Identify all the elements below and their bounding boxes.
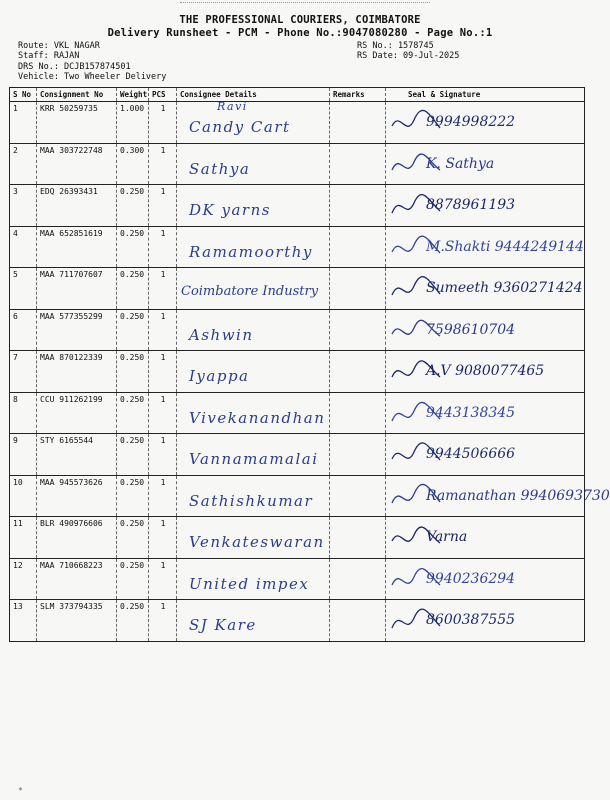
weight-cell: 0.250 xyxy=(117,226,149,268)
table-row xyxy=(10,268,585,310)
remarks-cell xyxy=(330,475,386,517)
rs-number: RS No.: 1578745 xyxy=(357,41,434,51)
consignee-name-handwriting: Sathya xyxy=(189,159,251,178)
consignment-cell: EDQ 26393431 xyxy=(37,185,117,227)
consignee-name-handwriting: Venkateswaran xyxy=(189,533,325,551)
remarks-cell xyxy=(330,434,386,476)
consignment-cell: MAA 711707607 xyxy=(37,268,117,310)
table-row xyxy=(10,517,585,559)
sno-cell: 11 xyxy=(10,517,37,559)
consignee-name-handwriting: DK yarns xyxy=(189,201,271,219)
weight-cell: 0.250 xyxy=(117,309,149,351)
signature-cell xyxy=(386,434,585,476)
consignee-cell xyxy=(177,434,330,476)
route-label: Route: VKL NAGAR xyxy=(18,41,100,51)
consignment-cell: MAA 710668223 xyxy=(37,558,117,600)
table-row xyxy=(10,226,585,268)
remarks-cell xyxy=(330,392,386,434)
table-row xyxy=(10,351,585,393)
table-row xyxy=(10,558,585,600)
table-row xyxy=(10,600,585,642)
consignee-name-handwriting: Ramamoorthy xyxy=(189,242,313,261)
weight-cell: 0.250 xyxy=(117,268,149,310)
table-row xyxy=(10,143,585,185)
remarks-cell xyxy=(330,226,386,268)
pcs-cell: 1 xyxy=(149,351,177,393)
signature-cell xyxy=(386,185,585,227)
signature-handwriting: 8878961193 xyxy=(426,197,516,213)
weight-cell: 0.250 xyxy=(117,434,149,476)
consignee-note-handwriting: Ravi xyxy=(217,100,248,113)
sno-cell: 6 xyxy=(10,309,37,351)
signature-cell xyxy=(386,309,585,351)
weight-cell: 0.250 xyxy=(117,517,149,559)
weight-cell: 0.250 xyxy=(117,392,149,434)
sno-cell: 2 xyxy=(10,143,37,185)
consignee-name-handwriting: Candy Cart xyxy=(189,118,291,136)
signature-handwriting: 9940236294 xyxy=(426,570,516,587)
sno-cell: 10 xyxy=(10,475,37,517)
signature-handwriting: 9944506666 xyxy=(426,446,516,462)
remarks-cell xyxy=(330,268,386,310)
signature-cell xyxy=(386,600,585,642)
consignee-cell xyxy=(177,102,330,144)
signature-handwriting: Sumeeth 9360271424 xyxy=(426,280,583,296)
runsheet-subtitle: Delivery Runsheet - PCM - Phone No.:9047080280 - Page No.:1 xyxy=(107,27,493,39)
remarks-cell xyxy=(330,143,386,185)
col-header-pcs: PCS xyxy=(149,88,177,102)
consignee-cell xyxy=(177,143,330,185)
consignee-cell xyxy=(177,351,330,393)
consignee-name-handwriting: Vivekanandhan xyxy=(189,408,326,427)
signature-cell xyxy=(386,392,585,434)
consignment-cell: STY 6165544 xyxy=(37,434,117,476)
company-title: THE PROFESSIONAL COURIERS, COIMBATORE xyxy=(179,14,421,26)
consignee-cell xyxy=(177,558,330,600)
signature-handwriting: 9443138345 xyxy=(426,404,516,421)
consignee-name-handwriting: United impex xyxy=(189,574,310,593)
signature-cell xyxy=(386,517,585,559)
signature-cell xyxy=(386,226,585,268)
consignment-cell: KRR 50259735 xyxy=(37,102,117,144)
consignment-cell: MAA 870122339 xyxy=(37,351,117,393)
consignee-cell xyxy=(177,185,330,227)
col-header-weight: Weight xyxy=(117,88,149,102)
consignment-cell: MAA 577355299 xyxy=(37,309,117,351)
table-row xyxy=(10,475,585,517)
weight-cell: 0.250 xyxy=(117,600,149,642)
sno-cell: 4 xyxy=(10,226,37,268)
weight-cell: 0.250 xyxy=(117,558,149,600)
remarks-cell xyxy=(330,351,386,393)
sno-cell: 5 xyxy=(10,268,37,310)
consignee-cell xyxy=(177,226,330,268)
table-row xyxy=(10,185,585,227)
sno-cell: 3 xyxy=(10,185,37,227)
consignment-cell: SLM 373794335 xyxy=(37,600,117,642)
consignee-cell xyxy=(177,268,330,310)
weight-cell: 0.250 xyxy=(117,475,149,517)
pcs-cell: 1 xyxy=(149,392,177,434)
table-row xyxy=(10,434,585,476)
table-row xyxy=(10,309,585,351)
signature-handwriting: A.V 9080077465 xyxy=(426,363,545,379)
consignee-cell xyxy=(177,475,330,517)
consignee-name-handwriting: SJ Kare xyxy=(189,616,257,634)
remarks-cell xyxy=(330,102,386,144)
pcs-cell: 1 xyxy=(149,143,177,185)
signature-cell xyxy=(386,351,585,393)
pcs-cell: 1 xyxy=(149,226,177,268)
signature-handwriting: Varna xyxy=(426,529,468,545)
pcs-cell: 1 xyxy=(149,558,177,600)
consignment-cell: MAA 945573626 xyxy=(37,475,117,517)
remarks-cell xyxy=(330,558,386,600)
signature-cell xyxy=(386,268,585,310)
signature-handwriting: 7598610704 xyxy=(426,321,516,338)
remarks-cell xyxy=(330,600,386,642)
pcs-cell: 1 xyxy=(149,475,177,517)
pcs-cell: 1 xyxy=(149,309,177,351)
consignee-cell xyxy=(177,600,330,642)
pcs-cell: 1 xyxy=(149,517,177,559)
table-row xyxy=(10,392,585,434)
consignee-cell xyxy=(177,517,330,559)
consignee-name-handwriting: Ashwin xyxy=(189,325,254,344)
pcs-cell: 1 xyxy=(149,185,177,227)
consignee-cell xyxy=(177,309,330,351)
consignment-cell: MAA 303722748 xyxy=(37,143,117,185)
pcs-cell: 1 xyxy=(149,268,177,310)
sno-cell: 9 xyxy=(10,434,37,476)
remarks-cell xyxy=(330,185,386,227)
signature-cell xyxy=(386,558,585,600)
staff-label: Staff: RAJAN xyxy=(18,51,80,61)
col-header-consignee: Consignee Details xyxy=(177,88,330,102)
consignment-cell: BLR 490976606 xyxy=(37,517,117,559)
signature-handwriting: Ramanathan 9940693730 xyxy=(426,487,610,504)
sno-cell: 13 xyxy=(10,600,37,642)
col-header-remarks: Remarks xyxy=(330,88,386,102)
signature-handwriting: K. Sathya xyxy=(426,155,495,172)
consignee-name-handwriting: Coimbatore Industry xyxy=(181,284,319,299)
signature-cell xyxy=(386,102,585,144)
consignee-name-handwriting: Iyappa xyxy=(189,367,250,385)
weight-cell: 0.300 xyxy=(117,143,149,185)
consignee-cell xyxy=(177,392,330,434)
pcs-cell: 1 xyxy=(149,102,177,144)
signature-handwriting: M.Shakti 9444249144 xyxy=(426,238,584,255)
remarks-cell xyxy=(330,309,386,351)
table-row xyxy=(10,102,585,144)
remarks-cell xyxy=(330,517,386,559)
col-header-signature: Seal & Signature xyxy=(386,88,585,102)
pcs-cell: 1 xyxy=(149,600,177,642)
consignment-cell: MAA 652851619 xyxy=(37,226,117,268)
vehicle-label: Vehicle: Two Wheeler Delivery xyxy=(18,72,167,82)
weight-cell: 0.250 xyxy=(117,185,149,227)
page-corner-mark: * xyxy=(18,786,23,795)
consignee-name-handwriting: Vannamamalai xyxy=(189,450,319,468)
signature-cell xyxy=(386,475,610,517)
sno-cell: 1 xyxy=(10,102,37,144)
top-rule xyxy=(180,2,430,6)
signature-handwriting: 9994998222 xyxy=(426,114,516,130)
sno-cell: 7 xyxy=(10,351,37,393)
pcs-cell: 1 xyxy=(149,434,177,476)
weight-cell: 1.000 xyxy=(117,102,149,144)
weight-cell: 0.250 xyxy=(117,351,149,393)
col-header-sno: S No xyxy=(10,88,37,102)
drs-number: DRS No.: DCJB157874501 xyxy=(18,62,131,72)
table-header-row xyxy=(10,88,585,102)
signature-handwriting: 8600387555 xyxy=(426,612,516,628)
rs-date: RS Date: 09-Jul-2025 xyxy=(357,51,460,61)
signature-cell xyxy=(386,143,585,185)
sno-cell: 12 xyxy=(10,558,37,600)
consignment-cell: CCU 911262199 xyxy=(37,392,117,434)
sno-cell: 8 xyxy=(10,392,37,434)
runsheet-table xyxy=(9,87,610,642)
col-header-consignment: Consignment No xyxy=(37,88,117,102)
consignee-name-handwriting: Sathishkumar xyxy=(189,491,314,510)
